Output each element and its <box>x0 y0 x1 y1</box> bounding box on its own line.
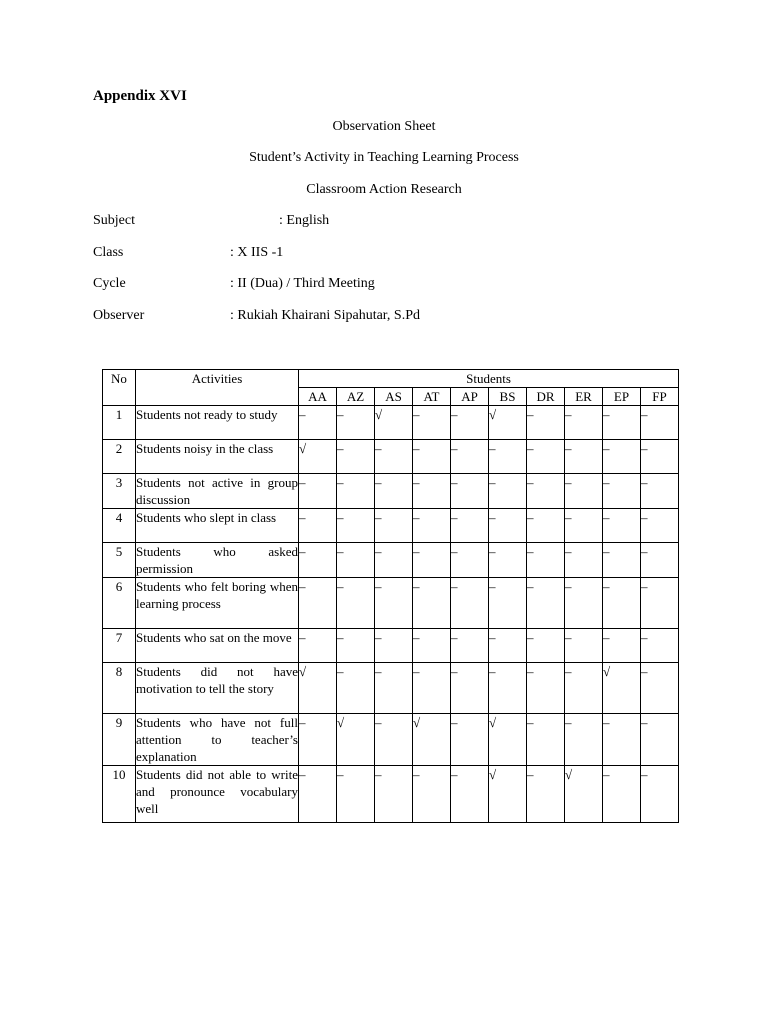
mark-cell-as: – <box>375 629 413 663</box>
row-number: 2 <box>103 440 136 474</box>
activity-text: Students did not able to write and pronounce vocabulary well <box>136 767 298 816</box>
mark-cell-ap: – <box>451 578 489 629</box>
mark-cell-as: – <box>375 543 413 578</box>
activity-text: Students not active in group discussion <box>136 475 298 507</box>
mark-cell-bs: – <box>489 440 527 474</box>
mark-cell-as: – <box>375 440 413 474</box>
mark-cell-as: – <box>375 578 413 629</box>
mark-cell-ep: – <box>603 543 641 578</box>
mark-cell-az: – <box>337 663 375 714</box>
mark-cell-er: – <box>565 406 603 440</box>
table-row <box>103 629 679 663</box>
mark-cell-aa: – <box>299 766 337 823</box>
meta-value: : II (Dua) / Third Meeting <box>230 276 375 291</box>
student-header-aa: AA <box>299 388 337 406</box>
row-number: 8 <box>103 663 136 714</box>
mark-cell-as: – <box>375 663 413 714</box>
student-header-dr: DR <box>527 388 565 406</box>
mark-cell-bs: – <box>489 578 527 629</box>
mark-cell-ap: – <box>451 440 489 474</box>
mark-cell-aa: – <box>299 578 337 629</box>
sheet-title: Observation Sheet <box>332 119 436 134</box>
mark-cell-fp: – <box>641 474 679 509</box>
mark-cell-az: – <box>337 578 375 629</box>
mark-cell-bs: – <box>489 629 527 663</box>
mark-cell-dr: – <box>527 578 565 629</box>
student-header-as: AS <box>375 388 413 406</box>
mark-cell-er: – <box>565 440 603 474</box>
mark-cell-ep: – <box>603 766 641 823</box>
mark-cell-at: √ <box>413 714 451 766</box>
mark-cell-bs: √ <box>489 406 527 440</box>
mark-cell-ep: – <box>603 509 641 543</box>
meta-value: : Rukiah Khairani Sipahutar, S.Pd <box>230 308 420 323</box>
mark-cell-bs: – <box>489 543 527 578</box>
mark-cell-fp: – <box>641 578 679 629</box>
activity-cell <box>136 714 299 766</box>
activity-text: Students who slept in class <box>136 510 277 525</box>
mark-cell-fp: – <box>641 543 679 578</box>
mark-cell-ep: – <box>603 440 641 474</box>
student-header-ep: EP <box>603 388 641 406</box>
sheet-subtitle: Student’s Activity in Teaching Learning Process <box>249 150 519 165</box>
mark-cell-aa: √ <box>299 663 337 714</box>
appendix-heading: Appendix XVI <box>93 88 187 104</box>
activity-cell <box>136 543 299 578</box>
research-title: Classroom Action Research <box>306 182 462 197</box>
activity-cell <box>136 629 299 663</box>
mark-cell-ap: – <box>451 714 489 766</box>
activity-cell <box>136 474 299 509</box>
mark-cell-ap: – <box>451 543 489 578</box>
activity-cell <box>136 440 299 474</box>
row-number: 3 <box>103 474 136 509</box>
student-header-er: ER <box>565 388 603 406</box>
mark-cell-dr: – <box>527 663 565 714</box>
mark-cell-as: – <box>375 766 413 823</box>
student-header-az: AZ <box>337 388 375 406</box>
mark-cell-as: √ <box>375 406 413 440</box>
meta-label: Class <box>93 245 124 260</box>
mark-cell-er: – <box>565 578 603 629</box>
mark-cell-fp: – <box>641 509 679 543</box>
meta-label: Cycle <box>93 276 126 291</box>
mark-cell-er: – <box>565 629 603 663</box>
mark-cell-dr: – <box>527 440 565 474</box>
student-header-ap: AP <box>451 388 489 406</box>
mark-cell-aa: – <box>299 629 337 663</box>
mark-cell-er: – <box>565 663 603 714</box>
mark-cell-er: √ <box>565 766 603 823</box>
mark-cell-bs: – <box>489 663 527 714</box>
table-row <box>103 766 679 823</box>
mark-cell-ep: – <box>603 406 641 440</box>
mark-cell-er: – <box>565 474 603 509</box>
header-row <box>103 370 679 388</box>
mark-cell-dr: – <box>527 629 565 663</box>
mark-cell-aa: – <box>299 509 337 543</box>
table-row <box>103 440 679 474</box>
row-number: 7 <box>103 629 136 663</box>
activity-cell <box>136 406 299 440</box>
mark-cell-dr: – <box>527 766 565 823</box>
mark-cell-fp: – <box>641 714 679 766</box>
mark-cell-at: – <box>413 509 451 543</box>
mark-cell-dr: – <box>527 714 565 766</box>
activity-text: Students who asked permission <box>136 544 298 576</box>
row-number: 9 <box>103 714 136 766</box>
mark-cell-az: – <box>337 766 375 823</box>
mark-cell-ap: – <box>451 509 489 543</box>
mark-cell-dr: – <box>527 406 565 440</box>
activity-text: Students not ready to study <box>136 407 278 422</box>
mark-cell-fp: – <box>641 406 679 440</box>
mark-cell-bs: √ <box>489 714 527 766</box>
row-number: 6 <box>103 578 136 629</box>
activity-text: Students did not have motivation to tell the story <box>136 664 298 696</box>
mark-cell-az: – <box>337 543 375 578</box>
student-header-fp: FP <box>641 388 679 406</box>
activity-text: Students who have not full attention to teacher’s explanation <box>136 715 298 764</box>
activity-cell <box>136 578 299 629</box>
header-students: Students <box>299 370 679 388</box>
mark-cell-ep: – <box>603 629 641 663</box>
mark-cell-aa: – <box>299 406 337 440</box>
activity-text: Students who sat on the move <box>136 630 292 645</box>
mark-cell-fp: – <box>641 663 679 714</box>
mark-cell-dr: – <box>527 509 565 543</box>
meta-label: Subject <box>93 213 135 228</box>
mark-cell-az: – <box>337 406 375 440</box>
mark-cell-at: – <box>413 766 451 823</box>
table-row <box>103 509 679 543</box>
mark-cell-ap: – <box>451 766 489 823</box>
meta-value: : English <box>279 213 330 228</box>
mark-cell-aa: – <box>299 714 337 766</box>
mark-cell-as: – <box>375 474 413 509</box>
row-number: 1 <box>103 406 136 440</box>
mark-cell-er: – <box>565 509 603 543</box>
mark-cell-at: – <box>413 474 451 509</box>
mark-cell-ep: – <box>603 714 641 766</box>
mark-cell-at: – <box>413 629 451 663</box>
table-row <box>103 474 679 509</box>
observation-table <box>102 369 679 823</box>
activity-cell <box>136 663 299 714</box>
table-body <box>103 406 679 823</box>
header-no: No <box>103 370 136 406</box>
mark-cell-ap: – <box>451 629 489 663</box>
activity-text: Students noisy in the class <box>136 441 274 456</box>
mark-cell-az: √ <box>337 714 375 766</box>
row-number: 10 <box>103 766 136 823</box>
mark-cell-at: – <box>413 578 451 629</box>
meta-value: : X IIS -1 <box>230 245 284 260</box>
table-row <box>103 578 679 629</box>
mark-cell-ap: – <box>451 474 489 509</box>
mark-cell-aa: – <box>299 543 337 578</box>
mark-cell-dr: – <box>527 474 565 509</box>
mark-cell-ap: – <box>451 663 489 714</box>
mark-cell-ep: √ <box>603 663 641 714</box>
activity-cell <box>136 766 299 823</box>
mark-cell-ep: – <box>603 474 641 509</box>
mark-cell-az: – <box>337 474 375 509</box>
mark-cell-bs: √ <box>489 766 527 823</box>
mark-cell-az: – <box>337 440 375 474</box>
meta-label: Observer <box>93 308 145 323</box>
mark-cell-bs: – <box>489 474 527 509</box>
mark-cell-fp: – <box>641 766 679 823</box>
mark-cell-at: – <box>413 663 451 714</box>
mark-cell-as: – <box>375 714 413 766</box>
mark-cell-er: – <box>565 543 603 578</box>
student-header-bs: BS <box>489 388 527 406</box>
mark-cell-aa: √ <box>299 440 337 474</box>
table-row <box>103 543 679 578</box>
mark-cell-aa: – <box>299 474 337 509</box>
mark-cell-az: – <box>337 509 375 543</box>
mark-cell-er: – <box>565 714 603 766</box>
table-row <box>103 406 679 440</box>
row-number: 5 <box>103 543 136 578</box>
mark-cell-ap: – <box>451 406 489 440</box>
row-number: 4 <box>103 509 136 543</box>
mark-cell-at: – <box>413 406 451 440</box>
mark-cell-as: – <box>375 509 413 543</box>
table-row <box>103 714 679 766</box>
mark-cell-ep: – <box>603 578 641 629</box>
activity-text: Students who felt boring when learning process <box>136 579 298 611</box>
mark-cell-at: – <box>413 543 451 578</box>
mark-cell-fp: – <box>641 440 679 474</box>
mark-cell-at: – <box>413 440 451 474</box>
header-activities: Activities <box>136 370 299 406</box>
mark-cell-fp: – <box>641 629 679 663</box>
mark-cell-dr: – <box>527 543 565 578</box>
activity-cell <box>136 509 299 543</box>
student-header-at: AT <box>413 388 451 406</box>
table-row <box>103 663 679 714</box>
mark-cell-az: – <box>337 629 375 663</box>
mark-cell-bs: – <box>489 509 527 543</box>
